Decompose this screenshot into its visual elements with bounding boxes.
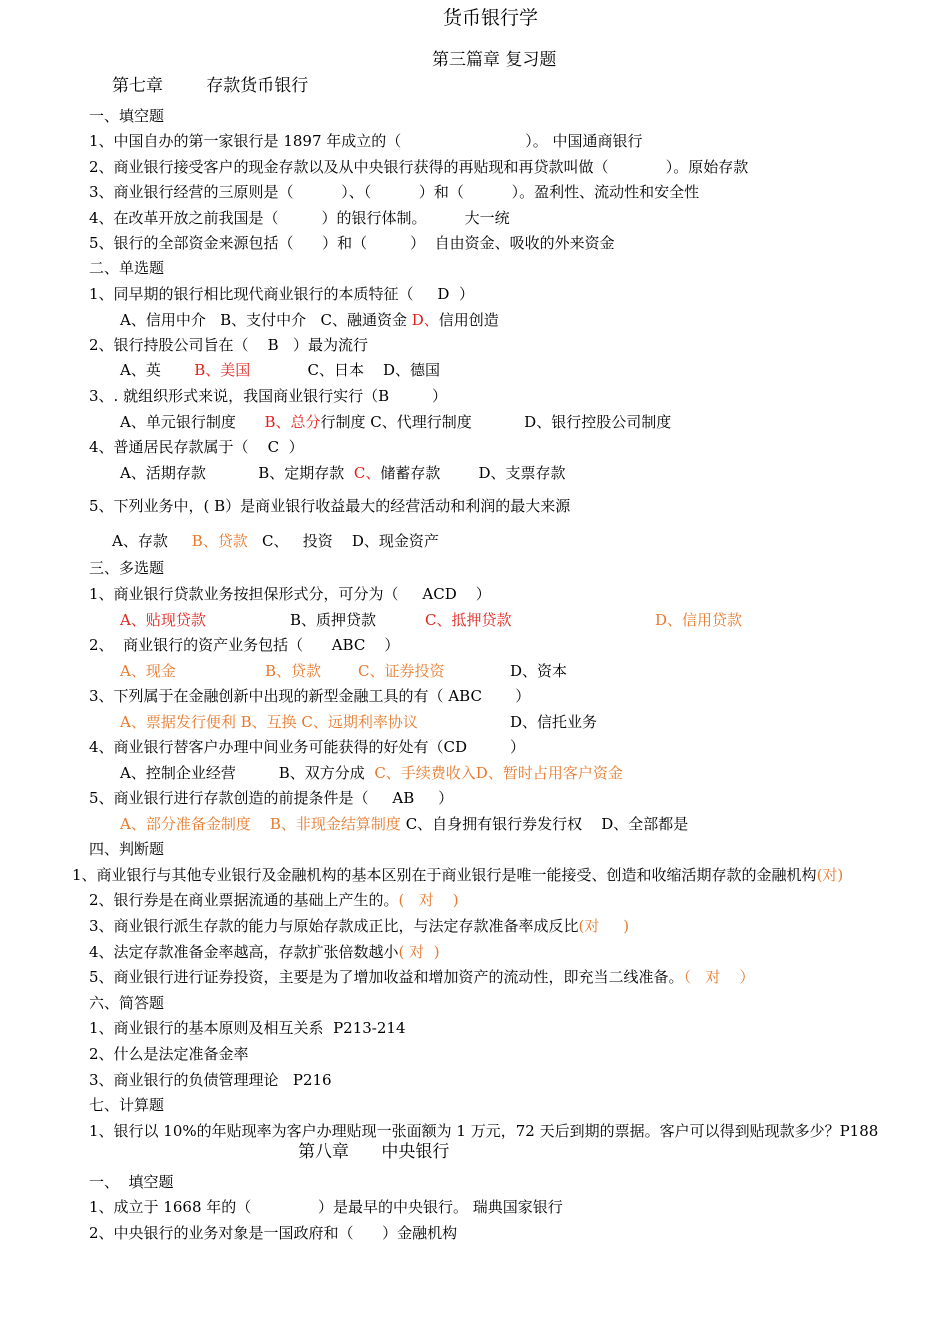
multi-q3-options-abc: A、票据发行便利 B、互换 C、远期利率协议 [120, 713, 418, 731]
multi-q1-option-a: A、贴现贷款 [120, 611, 206, 629]
multi-q5-options: A、部分准备金制度 B、非现金结算制度 C、自身拥有银行券发行权 D、全部都是 [120, 815, 689, 833]
multi-q3-option-d: D、信托业务 [510, 713, 598, 731]
single-q2-options: A、英 B、美国 C、日本 D、德国 [120, 361, 441, 379]
single-q2: 2、银行持股公司旨在（ B ）最为流行 [89, 336, 368, 354]
part-title: 第三篇章 复习题 [432, 50, 557, 70]
calc-heading: 七、计算题 [89, 1096, 165, 1114]
judge-heading: 四、判断题 [89, 840, 165, 858]
fill-q3: 3、商业银行经营的三原则是（ ）、（ ）和（ ）。盈利性、流动性和安全性 [89, 183, 700, 201]
judge-q4: 4、法定存款准备金率越高，存款扩张倍数越小( 对 ) [89, 943, 440, 961]
multi-q2-option-b: B、贷款 [265, 662, 322, 680]
fill-q2: 2、商业银行接受客户的现金存款以及从中央银行获得的再贴现和再贷款叫做（ ）。原始存款 [89, 158, 749, 176]
ch8-fill-heading: 一、 填空题 [89, 1173, 174, 1191]
multi-q2-option-c: C、证券投资 [358, 662, 445, 680]
judge-q1: 1、商业银行与其他专业银行及金融机构的基本区别在于商业银行是唯一能接受、创造和收缩活期存款的金融机构(对) [72, 866, 844, 884]
multi-q1-option-b: B、质押贷款 [290, 611, 377, 629]
single-q3: 3、. 就组织形式来说，我国商业银行实行（B ） [89, 387, 448, 405]
single-q4: 4、普通居民存款属于（ C ） [89, 438, 304, 456]
judge-q5: 5、商业银行进行证券投资，主要是为了增加收益和增加资产的流动性，即充当二线准备。（ 对 ） [89, 968, 755, 986]
short-q2: 2、什么是法定准备金率 [89, 1045, 249, 1063]
multi-choice-heading: 三、多选题 [89, 559, 165, 577]
single-q4-options: A、活期存款 B、定期存款 C、储蓄存款 D、支票存款 [120, 464, 566, 482]
multi-q2-option-a: A、现金 [120, 662, 176, 680]
fill-blank-heading: 一、填空题 [89, 107, 165, 125]
short-q3: 3、商业银行的负债管理理论 P216 [89, 1071, 332, 1089]
chapter-7-title: 第七章 存款货币银行 [112, 76, 309, 96]
multi-q2: 2、 商业银行的资产业务包括（ ABC ） [89, 636, 400, 654]
fill-q5: 5、银行的全部资金来源包括（ ）和（ ） 自由资金、吸收的外来资金 [89, 234, 615, 252]
fill-q4: 4、在改革开放之前我国是（ ）的银行体制。 大一统 [89, 209, 510, 227]
multi-q2-option-d: D、资本 [510, 662, 568, 680]
multi-q4: 4、商业银行替客户办理中间业务可能获得的好处有（CD ） [89, 738, 525, 756]
single-q1-options: A、信用中介 B、支付中介 C、融通资金 D、信用创造 [120, 311, 499, 329]
document-title: 货币银行学 [443, 7, 539, 29]
chapter-8-title: 第八章 中央银行 [298, 1142, 450, 1162]
short-answer-heading: 六、简答题 [89, 994, 165, 1012]
ch8-fill-q1: 1、成立于 1668 年的（ ）是最早的中央银行。 瑞典国家银行 [89, 1198, 563, 1216]
multi-q4-options: A、控制企业经营 B、双方分成 C、手续费收入D、暂时占用客户资金 [120, 764, 623, 782]
single-choice-heading: 二、单选题 [89, 259, 165, 277]
single-q1: 1、同早期的银行相比现代商业银行的本质特征（ D ） [89, 285, 474, 303]
ch8-fill-q2: 2、中央银行的业务对象是一国政府和（ ）金融机构 [89, 1224, 458, 1242]
multi-q1: 1、商业银行贷款业务按担保形式分，可分为（ ACD ） [89, 585, 491, 603]
single-q5-options: A、存款 B、贷款 C、 投资 D、现金资产 [112, 532, 439, 550]
single-q5: 5、下列业务中，( B）是商业银行收益最大的经营活动和利润的最大来源 [89, 497, 571, 515]
judge-q2: 2、银行券是在商业票据流通的基础上产生的。( 对 ) [89, 891, 459, 909]
multi-q1-option-d: D、信用贷款 [655, 611, 743, 629]
fill-q1: 1、中国自办的第一家银行是 1897 年成立的（ ）。 中国通商银行 [89, 132, 643, 150]
calc-q1: 1、银行以 10%的年贴现率为客户办理贴现一张面额为 1 万元，72 天后到期的票据。客户可以得到贴现款多少？P188 [89, 1122, 879, 1140]
multi-q3: 3、下列属于在金融创新中出现的新型金融工具的有（ ABC ） [89, 687, 531, 705]
judge-q3: 3、商业银行派生存款的能力与原始存款成正比，与法定存款准备率成反比(对 ) [89, 917, 630, 935]
single-q3-options: A、单元银行制度 B、总分行制度 C、代理行制度 D、银行控股公司制度 [120, 413, 672, 431]
short-q1: 1、商业银行的基本原则及相互关系 P213-214 [89, 1019, 406, 1037]
multi-q5: 5、商业银行进行存款创造的前提条件是（ AB ） [89, 789, 454, 807]
multi-q1-option-c: C、抵押贷款 [425, 611, 512, 629]
